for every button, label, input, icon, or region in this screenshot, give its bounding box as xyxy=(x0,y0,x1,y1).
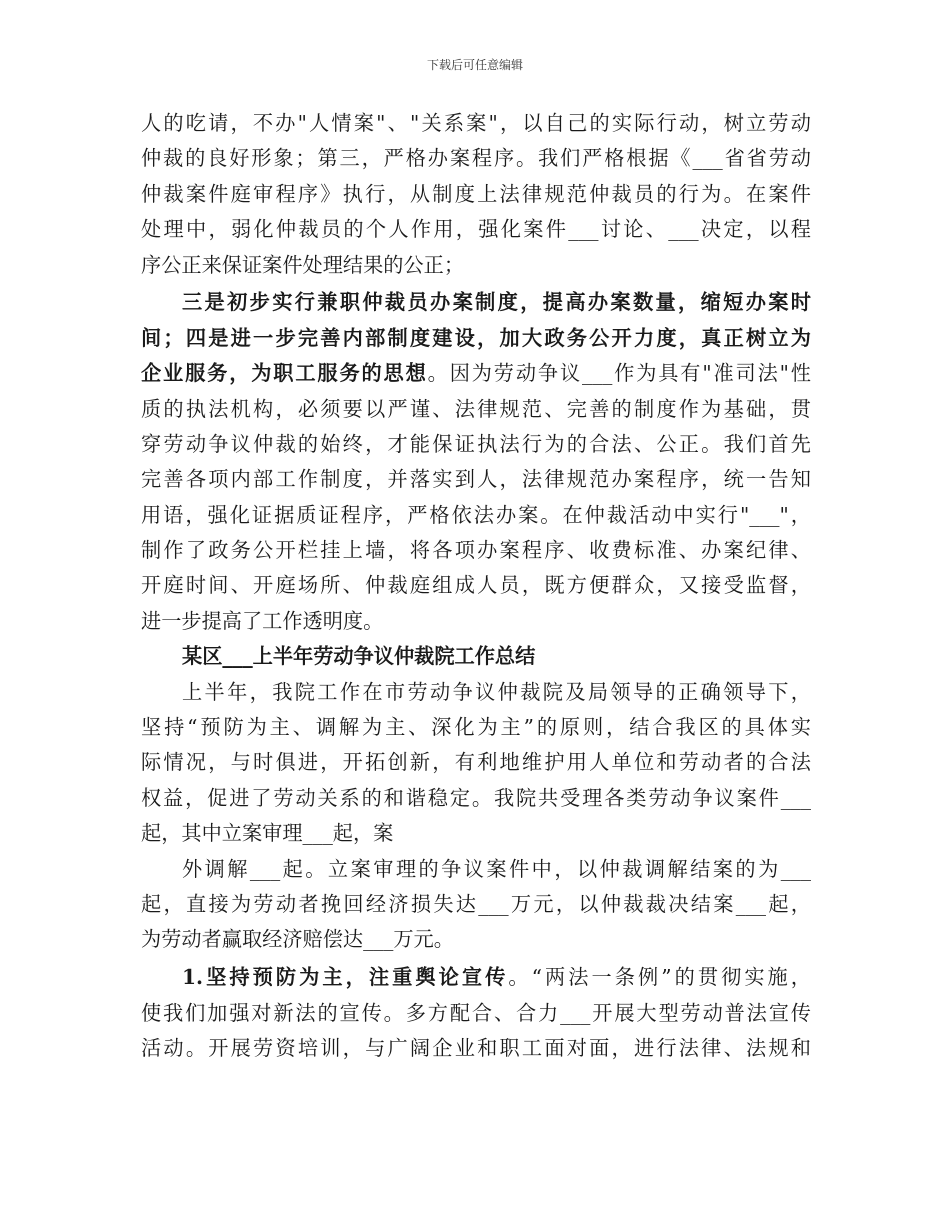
paragraph-line: 坚持“预防为主、调解为主、深化为主”的原则，结合我区的具体实 xyxy=(141,715,811,740)
section-title: 某区___上半年劳动争议仲裁院工作总结 xyxy=(182,644,536,669)
paragraph-line: 起，直接为劳动者挽回经济损失达___万元，以仲裁裁决结案___起， xyxy=(141,891,811,916)
paragraph-line: 起，其中立案审理___起，案 xyxy=(141,821,394,846)
paragraph-line: 权益，促进了劳动关系的和谐稳定。我院共受理各类劳动争议案件___ xyxy=(141,785,811,810)
paragraph-line: 用语，强化证据质证程序，严格依法办案。在仲裁活动中实行"___"， xyxy=(141,502,811,527)
paragraph-line: 使我们加强对新法的宣传。多方配合、合力___开展大型劳动普法宣传 xyxy=(141,1000,811,1025)
mixed-line xyxy=(141,960,811,995)
paragraph-line: 质的执法机构，必须要以严谨、法律规范、完善的制度作为基础，贯 xyxy=(141,396,811,421)
paragraph-line: 处理中，弱化仲裁员的个人作用，强化案件___讨论、___决定，以程 xyxy=(141,217,811,242)
paragraph-line: 人的吃请，不办"人情案"、"关系案"，以自己的实际行动，树立劳动 xyxy=(141,111,811,135)
paragraph-line: 上半年，我院工作在市劳动争议仲裁院及局领导的正确领导下， xyxy=(182,679,811,704)
paragraph-line: 穿劳动争议仲裁的始终，才能保证执法行为的合法、公正。我们首先 xyxy=(141,431,811,456)
bold-heading-line: 三是初步实行兼职仲裁员办案制度，提高办案数量，缩短办案时 xyxy=(182,290,811,315)
paragraph-line: 制作了政务公开栏挂上墙，将各项办案程序、收费标准、办案纪律、 xyxy=(141,538,811,563)
bold-heading-line: 间；四是进一步完善内部制度建设，加大政务公开力度，真正树立为 xyxy=(141,325,811,350)
paragraph-line: 完善各项内部工作制度，并落实到人，法律规范办案程序，统一告知 xyxy=(141,467,811,492)
paragraph-line: 活动。开展劳资培训，与广阔企业和职工面对面，进行法律、法规和 xyxy=(141,1035,811,1060)
paragraph-line: 仲裁案件庭审程序》执行，从制度上法律规范仲裁员的行为。在案件 xyxy=(141,181,811,206)
paragraph-line: 序公正来保证案件处理结果的公正； xyxy=(141,252,465,277)
bold-text: 企业服务，为职工服务的思想 xyxy=(141,361,428,386)
paragraph-line: 仲裁的良好形象；第三，严格办案程序。我们严格根据《___省省劳动 xyxy=(141,146,811,171)
normal-text: 。“两法一条例”的贯彻实施， xyxy=(508,965,811,990)
mixed-line xyxy=(141,356,811,391)
paragraph-line: 外调解___起。立案审理的争议案件中，以仲裁调解结案的为___ xyxy=(182,856,811,881)
normal-text: 。因为劳动争议___作为具有"准司法"性 xyxy=(427,361,811,386)
paragraph-line: 进一步提高了工作透明度。 xyxy=(141,608,384,633)
document-body xyxy=(141,106,811,1066)
paragraph-line: 际情况，与时俱进，开拓创新，有利地维护用人单位和劳动者的合法 xyxy=(141,750,811,775)
page-header: 下载后可任意编辑 xyxy=(426,58,523,72)
paragraph-line: 为劳动者赢取经济赔偿达___万元。 xyxy=(141,927,454,952)
bold-text: 1.坚持预防为主，注重舆论宣传 xyxy=(182,965,509,990)
paragraph-line: 开庭时间、开庭场所、仲裁庭组成人员，既方便群众，又接受监督， xyxy=(141,573,811,598)
